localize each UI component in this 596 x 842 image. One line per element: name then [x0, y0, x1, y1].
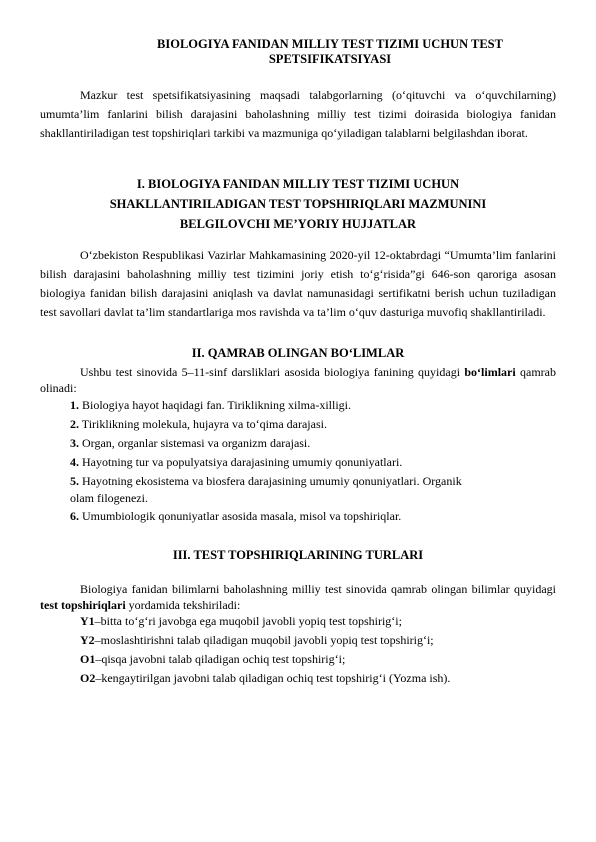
section-2-intro-text: Ushbu test sinovida 5–11-sinf darsliklari asosida biologiya fanining quyidagi	[80, 365, 465, 379]
section-3-heading: III. TEST TOPSHIRIQLARINING TURLARI	[172, 548, 424, 562]
section-1-heading-line-1: I. BIOLOGIYA FANIDAN MILLIY TEST TIZIMI UCHUN	[136, 177, 460, 191]
task-code: Y1	[80, 614, 95, 628]
task-code: O2	[80, 671, 96, 685]
list-item-text: Umumbiologik qonuniyatlar asosida masala, misol va topshiriqlar.	[82, 509, 402, 523]
list-item-text: Tiriklikning molekula, hujayra va to‘qima darajasi.	[81, 417, 327, 431]
section-3-intro-tail: yordamida tekshiriladi:	[125, 598, 241, 612]
section-1-heading-line-2: SHAKLLANTIRILADIGAN TEST TOPSHIRIQLARI MAZMUNINI	[109, 197, 487, 211]
list-item-text-continued: olam filogenezi.	[70, 491, 148, 505]
list-item-text: Biologiya hayot haqidagi fan. Tiriklikning xilma-xilligi.	[82, 398, 351, 412]
list-item-number: 4.	[70, 455, 79, 469]
document-title	[80, 37, 580, 67]
list-item	[70, 508, 550, 525]
task-code: Y2	[80, 633, 95, 647]
section-2-intro-tail: qamrab olinadi:	[40, 365, 556, 395]
section-2-intro	[40, 364, 556, 396]
task-description: –qisqa javobni talab qiladigan ochiq test topshirig‘i;	[95, 652, 346, 666]
task-description: –bitta to‘g‘ri javobga ega muqobil javobli yopiq test topshirig‘i;	[94, 614, 402, 628]
title-line-2: SPETSIFIKATSIYASI	[268, 52, 392, 66]
section-3-intro-bold: test topshiriqlari	[40, 598, 126, 612]
section-2-heading: II. QAMRAB OLINGAN BO‘LIMLAR	[191, 346, 405, 360]
list-item-number: 2.	[70, 417, 79, 431]
task-code: O1	[80, 652, 96, 666]
list-item	[80, 632, 560, 649]
list-item-text: Hayotning tur va populyatsiya darajasining umumiy qonuniyatlari.	[82, 455, 403, 469]
section-1-heading	[40, 174, 556, 234]
list-item-number: 3.	[70, 436, 79, 450]
list-item	[80, 651, 560, 668]
list-item	[70, 473, 550, 507]
list-item-number: 1.	[70, 398, 79, 412]
list-item	[70, 397, 550, 414]
list-item-text: Hayotning ekosistema va biosfera darajasining umumiy qonuniyatlari. Organik	[82, 474, 462, 488]
title-line-1: BIOLOGIYA FANIDAN MILLIY TEST TIZIMI UCHUN TEST	[157, 37, 503, 51]
intro-paragraph: Mazkur test spetsifikatsiyasining maqsadi talabgorlarning (o‘qituvchi va o‘quvchilarning) umumta’lim fanlarini bilish darajasini baholashning milliy test tizimi doirasida biologiya fanidan shakllantiriladigan test topshiriqlari tarkibi va mazmuniga qo‘yiladigan talablarni belgilashdan iborat.	[40, 88, 556, 140]
section-3-intro-text: Biologiya fanidan bilimlarni baholashning milliy test sinovida qamrab olingan bilimlar quyidagi	[80, 582, 556, 596]
task-description: –moslashtirishni talab qiladigan muqobil javobli yopiq test topshirig‘i;	[94, 633, 434, 647]
section-1-paragraph: O‘zbekiston Respublikasi Vazirlar Mahkamasining 2020-yil 12-oktabrdagi “Umumta’lim fanlarini bilish darajasini baholashning milliy test tizimini joriy etish to‘g‘risida”gi 646-son qaroriga asosan biologiya fanidan bilish darajasini aniqlash va davlat namunasidagi sertifikatni berish uchun tuziladigan test savollari davlat ta’lim standartlariga mos ravishda va ta’lim o‘quv dasturiga muvofiq shakllantiriladi.	[40, 248, 556, 319]
list-item	[70, 454, 550, 471]
list-item	[80, 670, 560, 687]
list-item	[80, 613, 560, 630]
list-item-number: 6.	[70, 509, 79, 523]
section-2-intro-bold: bo‘limlari	[464, 365, 516, 379]
list-item-number: 5.	[70, 474, 79, 488]
list-item	[70, 416, 550, 433]
list-item-text: Organ, organlar sistemasi va organizm darajasi.	[82, 436, 311, 450]
task-description: –kengaytirilgan javobni talab qiladigan ochiq test topshirig‘i (Yozma ish).	[95, 671, 451, 685]
section-1-heading-line-3: BELGILOVCHI ME’YORIY HUJJATLAR	[179, 217, 417, 231]
list-item	[70, 435, 550, 452]
section-3-intro	[40, 581, 556, 613]
